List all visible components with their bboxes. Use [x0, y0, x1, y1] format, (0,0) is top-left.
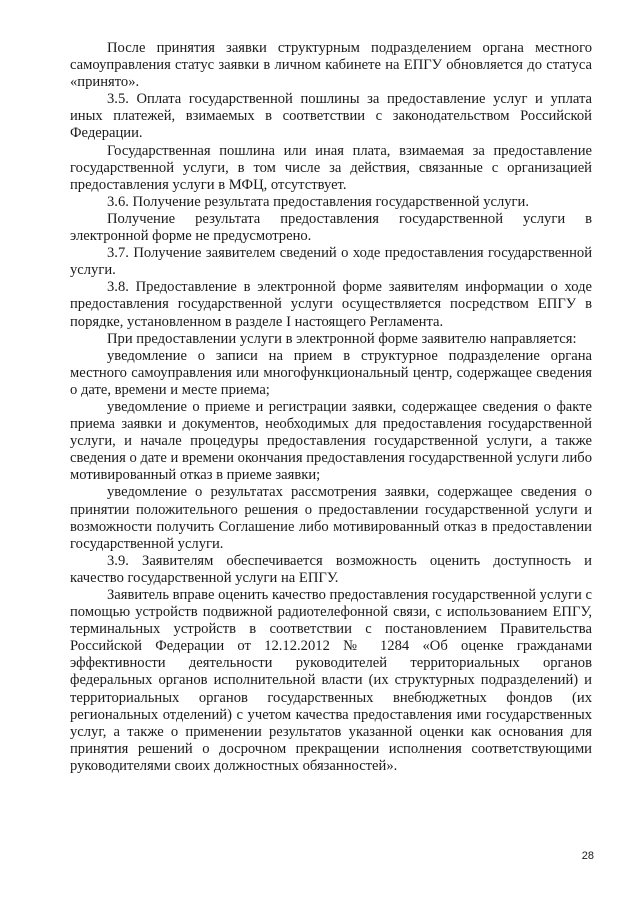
paragraph-state-fee: Государственная пошлина или иная плата, взимаемая за предоставление государственной услуги, в том числе за действия, связанные с организацией предоставления услуги в МФЦ, отсутствует.	[70, 142, 592, 193]
paragraph-3-5-heading: 3.5. Оплата государственной пошлины за предоставление услуг и уплата иных платежей, взимаемых в соответствии с законодательством Российской Федерации.	[70, 91, 592, 142]
paragraph-notification-registration: уведомление о приеме и регистрации заявки, содержащее сведения о факте приема заявки и документов, необходимых для предоставления государственной услуги, и начале процедуры предоставления государственной услуги, а также сведения о дате и времени окончания предоставления государственной услуги либо мотивированный отказ в приеме заявки;	[70, 398, 592, 484]
paragraph-status-update: После принятия заявки структурным подразделением органа местного самоуправления статус заявки в личном кабинете на ЕПГУ обновляется до статуса «принято».	[70, 40, 592, 91]
paragraph-result-electronic: Получение результата предоставления государственной услуги в электронной форме не предусмотрено.	[70, 210, 592, 245]
paragraph-3-6-heading: 3.6. Получение результата предоставления государственной услуги.	[107, 193, 529, 210]
paragraph-notification-results: уведомление о результатах рассмотрения заявки, содержащее сведения о принятии положительного решения о предоставлении государственной услуги и возможности получить Соглашение либо мотивированный отказ в предоставлении государственной услуги.	[70, 484, 592, 552]
paragraph-3-8: 3.8. Предоставление в электронной форме заявителям информации о ходе предоставления государственной услуги осуществляется посредством ЕПГУ в порядке, установленном в разделе I настоящего Регламента.	[70, 279, 592, 330]
page-body	[70, 40, 592, 775]
paragraph-3-7-heading: 3.7. Получение заявителем сведений о ходе предоставления государственной услуги.	[70, 245, 592, 279]
paragraph-quality-assessment: Заявитель вправе оценить качество предоставления государственной услуги с помощью устройств подвижной радиотелефонной связи, с использованием ЕПГУ, терминальных устройств в соответствии с постановлением Правительства Российской Федерации от 12.12.2012 № 1284 «Об оценке гражданами эффективности деятельности руководителей территориальных органов федеральных органов исполнительной власти (их структурных подразделений) и территориальных органов государственных внебюджетных фондов (их региональных отделений) с учетом качества предоставления ими государственных услуг, а также о применении результатов указанной оценки как основания для принятия решений о досрочном прекращении исполнения соответствующими руководителями своих должностных обязанностей».	[70, 587, 592, 774]
paragraph-notification-appointment: уведомление о записи на прием в структурное подразделение органа местного самоуправления или многофункциональный центр, содержащее сведения о дате, времени и месте приема;	[70, 347, 592, 398]
paragraph-notifications-intro: При предоставлении услуги в электронной форме заявителю направляется:	[107, 330, 577, 347]
page-number: 28	[581, 850, 594, 862]
paragraph-3-9: 3.9. Заявителям обеспечивается возможность оценить доступность и качество государственной услуги на ЕПГУ.	[70, 552, 592, 586]
